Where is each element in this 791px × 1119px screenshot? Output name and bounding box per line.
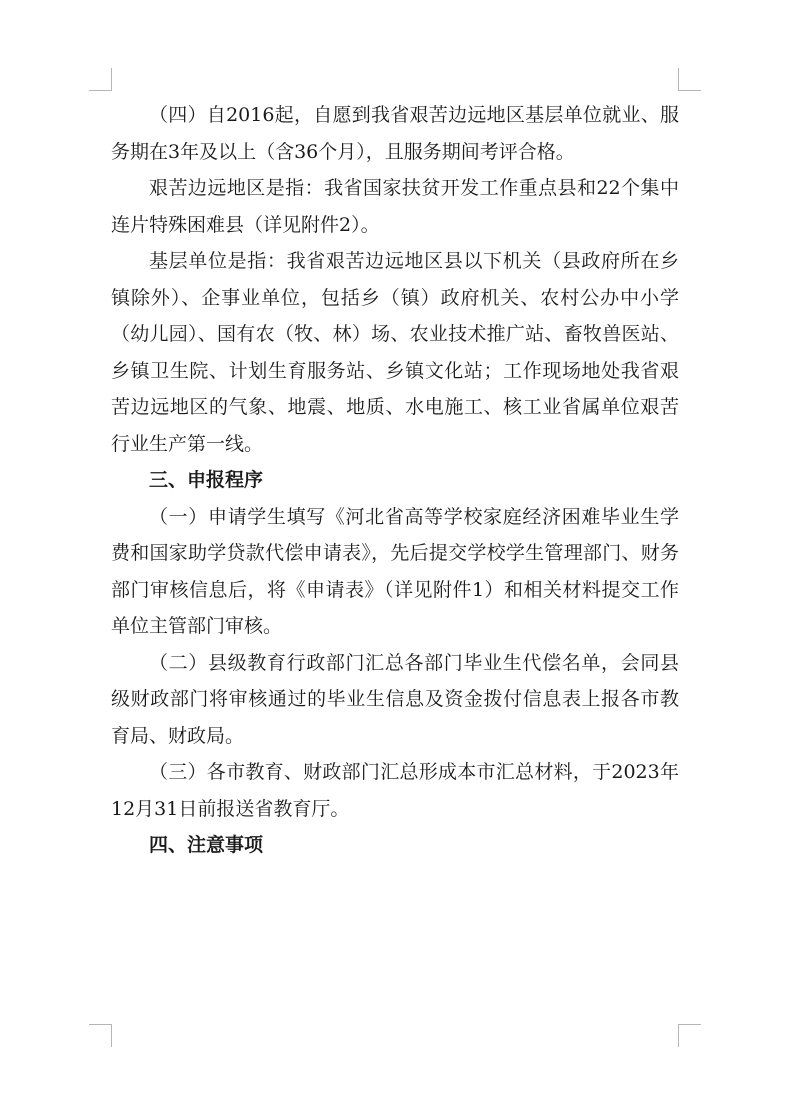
crop-mark-top-left <box>89 68 112 91</box>
section-heading-notes: 四、注意事项 <box>149 834 264 856</box>
paragraph-remote-areas-definition: 艰苦边远地区是指：我省国家扶贫开发工作重点县和22个集中连片特殊困难县（详见附件2）。 <box>111 177 679 236</box>
crop-mark-top-right <box>678 68 701 91</box>
crop-mark-bottom-left <box>89 1024 112 1047</box>
paragraph-grassroots-definition: 基层单位是指：我省艰苦边远地区县以下机关（县政府所在乡镇除外）、企事业单位，包括乡（镇）政府机关、农村公办中小学（幼儿园）、国有农（牧、林）场、农业技术推广站、畜牧兽医站、乡镇卫生院、计划生育服务站、乡镇文化站；工作现场地处我省艰苦边远地区的气象、地震、地质、水电施工、核工业省属单位艰苦行业生产第一线。 <box>111 250 679 455</box>
document-body <box>111 97 679 864</box>
crop-mark-bottom-right <box>678 1024 701 1047</box>
paragraph-item-4: （四）自2016起，自愿到我省艰苦边远地区基层单位就业、服务期在3年及以上（含36个月），且服务期间考评合格。 <box>111 104 679 163</box>
paragraph-procedure-1: （一）申请学生填写《河北省高等学校家庭经济困难毕业生学费和国家助学贷款代偿申请表》，先后提交学校学生管理部门、财务部门审核信息后，将《申请表》（详见附件1）和相关材料提交工作单位主管部门审核。 <box>111 505 679 637</box>
section-heading-application-procedure: 三、申报程序 <box>149 469 264 491</box>
paragraph-procedure-2: （二）县级教育行政部门汇总各部门毕业生代偿名单，会同县级财政部门将审核通过的毕业生信息及资金拨付信息表上报各市教育局、财政局。 <box>111 651 679 747</box>
paragraph-procedure-3: （三）各市教育、财政部门汇总形成本市汇总材料，于2023年12月31日前报送省教育厅。 <box>111 761 679 820</box>
